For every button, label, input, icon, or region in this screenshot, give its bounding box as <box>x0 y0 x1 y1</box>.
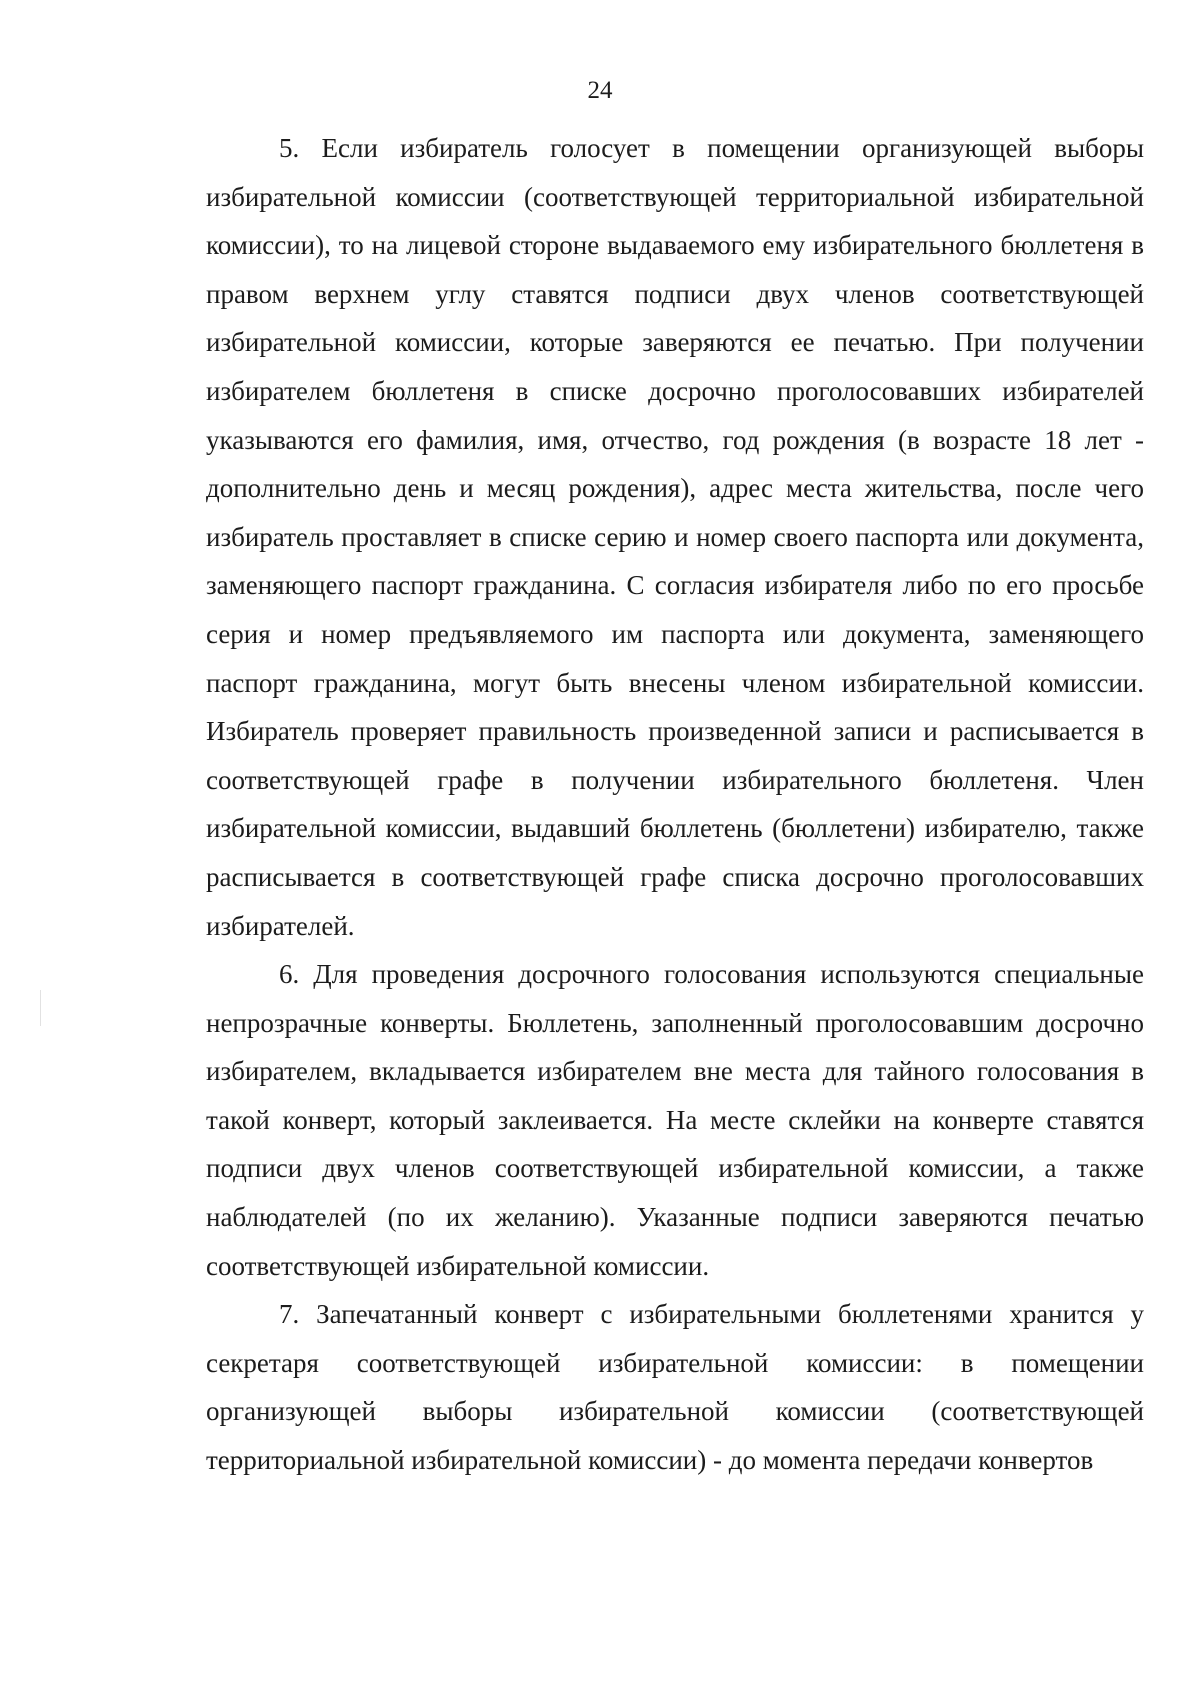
document-body <box>206 124 1144 1485</box>
paragraph-7: 7. Запечатанный конверт с избирательными бюллетенями хранится у секретаря соответствующей избирательной комиссии: в помещении организующей выборы избирательной комиссии (соответствующей территориальной избирательной комиссии) - до момента передачи конвертов <box>206 1299 1144 1476</box>
scan-artifact-mark <box>40 990 41 1026</box>
paragraph-6: 6. Для проведения досрочного голосования используются специальные непрозрачные конверты. Бюллетень, заполненный проголосовавшим досрочно избирателем, вкладывается избирателем вне места для тайного голосования в такой конверт, который заклеивается. На месте склейки на конверте ставятся подписи двух членов соответствующей избирательной комиссии, а также наблюдателей (по их желанию). Указанные подписи заверяются печатью соответствующей избирательной комиссии. <box>206 959 1144 1281</box>
page-number: 24 <box>587 77 613 104</box>
paragraph-5: 5. Если избиратель голосует в помещении организующей выборы избирательной комиссии (соответствующей территориальной избирательной комиссии), то на лицевой стороне выдаваемого ему избирательного бюллетеня в правом верхнем углу ставятся подписи двух членов соответствующей избирательной комиссии, которые заверяются ее печатью. При получении избирателем бюллетеня в списке досрочно проголосовавших избирателей указываются его фамилия, имя, отчество, год рождения (в возрасте 18 лет - дополнительно день и месяц рождения), адрес места жительства, после чего избиратель проставляет в списке серию и номер своего паспорта или документа, заменяющего паспорт гражданина. С согласия избирателя либо по его просьбе серия и номер предъявляемого им паспорта или документа, заменяющего паспорт гражданина, могут быть внесены членом избирательной комиссии. Избиратель проверяет правильность произведенной записи и расписывается в соответствующей графе в получении избирательного бюллетеня. Член избирательной комиссии, выдавший бюллетень (бюллетени) избирателю, также расписывается в соответствующей графе списка досрочно проголосовавших избирателей. <box>206 133 1144 941</box>
